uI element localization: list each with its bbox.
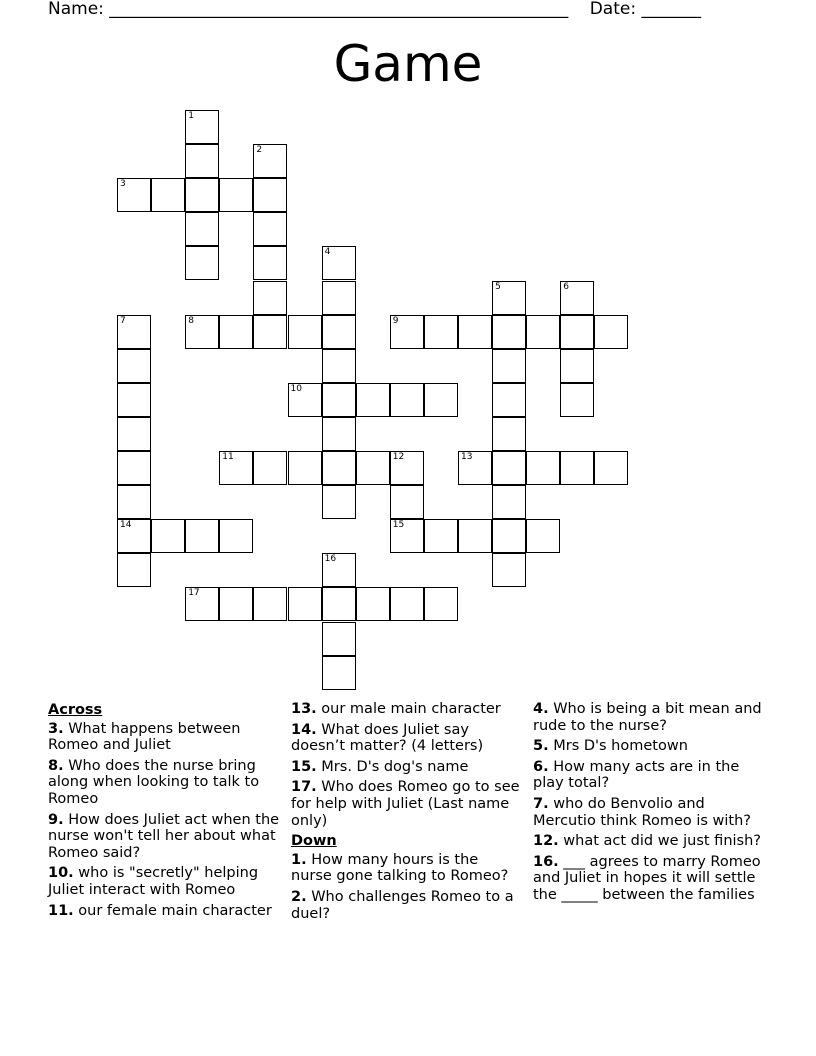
crossword-cell[interactable] <box>117 451 151 485</box>
clue-number: 1. <box>291 851 307 868</box>
clue-number: 15. <box>291 758 317 775</box>
clue-text: What does Juliet say doesn’t matter? (4 letters) <box>291 721 484 755</box>
crossword-cell[interactable] <box>219 587 253 621</box>
crossword-cell[interactable] <box>492 553 526 587</box>
clue-text: what act did we just finish? <box>563 833 761 850</box>
crossword-cell[interactable] <box>560 281 594 315</box>
cell-number: 8 <box>188 315 194 326</box>
crossword-cell[interactable] <box>492 485 526 519</box>
clue <box>533 738 765 755</box>
crossword-cell[interactable] <box>390 587 424 621</box>
crossword-cell[interactable] <box>390 383 424 417</box>
crossword-cell[interactable] <box>322 622 356 656</box>
crossword-cell[interactable] <box>117 417 151 451</box>
clue-text: How many hours is the nurse gone talking to Romeo? <box>291 851 509 885</box>
crossword-cell[interactable] <box>322 485 356 519</box>
crossword-cell[interactable] <box>424 587 458 621</box>
crossword-cell[interactable] <box>492 383 526 417</box>
clue-text: Mrs D's hometown <box>553 738 688 755</box>
crossword-cell[interactable] <box>322 383 356 417</box>
crossword-cell[interactable] <box>253 451 287 485</box>
crossword-cell[interactable] <box>424 315 458 349</box>
crossword-cell[interactable] <box>322 417 356 451</box>
crossword-cell[interactable] <box>356 451 390 485</box>
crossword-cell[interactable] <box>322 451 356 485</box>
clue <box>48 903 280 920</box>
crossword-cell[interactable] <box>117 178 151 212</box>
crossword-cell[interactable] <box>560 451 594 485</box>
crossword-cell[interactable] <box>253 178 287 212</box>
crossword-cell[interactable] <box>492 315 526 349</box>
crossword-cell[interactable] <box>117 383 151 417</box>
cell-number: 14 <box>120 520 132 531</box>
crossword-cell[interactable] <box>288 383 322 417</box>
clue <box>48 721 280 754</box>
clue-number: 9. <box>48 811 64 828</box>
crossword-cell[interactable] <box>322 281 356 315</box>
header <box>48 0 701 18</box>
crossword-cell[interactable] <box>458 451 492 485</box>
crossword-cell[interactable] <box>185 519 219 553</box>
clue-column-1 <box>48 701 280 923</box>
crossword-cell[interactable] <box>560 349 594 383</box>
crossword-cell[interactable] <box>390 315 424 349</box>
crossword-cell[interactable] <box>390 519 424 553</box>
cell-number: 3 <box>120 179 126 190</box>
cell-number: 7 <box>120 315 126 326</box>
crossword-cell[interactable] <box>594 315 628 349</box>
clue-column-2 <box>291 701 523 926</box>
cell-number: 12 <box>392 452 405 462</box>
clue <box>533 833 765 850</box>
date-line: Date: _______ <box>589 0 701 19</box>
clue-column-3 <box>533 701 765 908</box>
crossword-cell[interactable] <box>185 315 219 349</box>
clue <box>533 854 765 904</box>
clue-text: ___ agrees to marry Romeo and Juliet in hopes it will settle the _____ between the families <box>533 853 761 903</box>
crossword-cell[interactable] <box>390 451 424 485</box>
crossword-cell[interactable] <box>185 178 219 212</box>
across-heading: Across <box>48 702 103 718</box>
clue <box>291 701 523 718</box>
crossword-cell[interactable] <box>185 212 219 246</box>
clue-number: 7. <box>533 795 549 812</box>
clue-text: our female main character <box>78 902 272 919</box>
clue <box>533 701 765 734</box>
crossword-cell[interactable] <box>594 451 628 485</box>
crossword-cell[interactable] <box>560 315 594 349</box>
clue-text: our male main character <box>321 701 501 717</box>
cell-number: 15 <box>392 520 405 531</box>
clue-number: 17. <box>291 779 317 796</box>
crossword-cell[interactable] <box>356 383 390 417</box>
clue <box>48 758 280 808</box>
crossword-cell[interactable] <box>219 451 253 485</box>
clue-number: 11. <box>48 902 74 919</box>
crossword-cell[interactable] <box>526 315 560 349</box>
clue <box>48 865 280 898</box>
crossword-cell[interactable] <box>492 417 526 451</box>
clue <box>291 889 523 922</box>
crossword-cell[interactable] <box>253 281 287 315</box>
down-heading: Down <box>291 833 337 850</box>
clue <box>533 759 765 792</box>
crossword-cell[interactable] <box>117 485 151 519</box>
cell-number: 4 <box>324 247 331 258</box>
crossword-cell[interactable] <box>424 519 458 553</box>
clue-text: How does Juliet act when the nurse won't tell her about what Romeo said? <box>48 811 280 861</box>
crossword-cell[interactable] <box>560 383 594 417</box>
crossword-cell[interactable] <box>151 178 185 212</box>
clue-number: 5. <box>533 738 549 755</box>
clue-text: Who challenges Romeo to a duel? <box>291 888 514 922</box>
crossword-cell[interactable] <box>288 587 322 621</box>
clue-text: How many acts are in the play total? <box>533 758 740 792</box>
crossword-cell[interactable] <box>390 485 424 519</box>
crossword-cell[interactable] <box>322 246 356 280</box>
clue-text: Who does Romeo go to see for help with Juliet (Last name only) <box>291 779 520 829</box>
cell-number: 2 <box>256 145 263 156</box>
clue <box>291 722 523 755</box>
clue-number: 2. <box>291 888 307 905</box>
cell-number: 9 <box>392 315 399 326</box>
crossword-cell[interactable] <box>219 315 253 349</box>
crossword-cell[interactable] <box>288 451 322 485</box>
crossword-cell[interactable] <box>424 383 458 417</box>
clue <box>291 759 523 776</box>
crossword-cell[interactable] <box>253 587 287 621</box>
clue-number: 10. <box>48 865 74 882</box>
clue <box>291 852 523 885</box>
crossword-cell[interactable] <box>322 656 356 690</box>
clue-text: who is "secretly" helping Juliet interact with Romeo <box>48 865 259 898</box>
name-line: Name: ______________________________________________________ <box>48 0 569 19</box>
crossword-cell[interactable] <box>117 315 151 349</box>
clue-text: Mrs. D's dog's name <box>321 758 469 775</box>
crossword-cell[interactable] <box>117 519 151 553</box>
clue <box>533 796 765 829</box>
crossword-cell[interactable] <box>253 212 287 246</box>
cell-number: 5 <box>495 281 501 292</box>
crossword-cell[interactable] <box>322 349 356 383</box>
crossword-cell[interactable] <box>253 144 287 178</box>
crossword-cell[interactable] <box>219 519 253 553</box>
crossword-cell[interactable] <box>458 315 492 349</box>
cell-number: 1 <box>188 111 194 121</box>
cell-number: 10 <box>290 383 302 394</box>
crossword-cell[interactable] <box>253 315 287 349</box>
crossword-cell[interactable] <box>492 281 526 315</box>
clue-text: who do Benvolio and Mercutio think Romeo is with? <box>533 795 752 829</box>
crossword-cell[interactable] <box>526 451 560 485</box>
clue <box>291 779 523 829</box>
crossword-cell[interactable] <box>492 451 526 485</box>
clue-number: 16. <box>533 853 559 870</box>
clue-number: 6. <box>533 758 549 775</box>
crossword-cell[interactable] <box>151 519 185 553</box>
crossword-cell[interactable] <box>219 178 253 212</box>
page-title: Game <box>333 35 483 93</box>
clue-number: 3. <box>48 720 64 737</box>
clue-number: 14. <box>291 721 317 738</box>
cell-number: 13 <box>461 452 473 462</box>
clue-number: 13. <box>291 701 317 717</box>
crossword-cell[interactable] <box>322 553 356 587</box>
clue-number: 12. <box>533 833 559 850</box>
crossword-cell[interactable] <box>458 519 492 553</box>
crossword-cell[interactable] <box>185 587 219 621</box>
cell-number: 11 <box>222 452 234 462</box>
clue-text: Who is being a bit mean and rude to the nurse? <box>533 701 762 734</box>
crossword-cell[interactable] <box>185 246 219 280</box>
crossword-cell[interactable] <box>253 246 287 280</box>
crossword-cell[interactable] <box>492 349 526 383</box>
cell-number: 16 <box>324 554 337 565</box>
cell-number: 6 <box>563 281 570 292</box>
crossword-cell[interactable] <box>356 587 390 621</box>
crossword-cell[interactable] <box>526 519 560 553</box>
clue-text: What happens between Romeo and Juliet <box>48 720 241 754</box>
crossword-cell[interactable] <box>117 349 151 383</box>
crossword-cell[interactable] <box>288 315 322 349</box>
cell-number: 17 <box>188 588 200 599</box>
crossword-cell[interactable] <box>322 315 356 349</box>
clue-text: Who does the nurse bring along when looking to talk to Romeo <box>48 757 260 807</box>
clue <box>48 812 280 862</box>
crossword-cell[interactable] <box>492 519 526 553</box>
crossword-cell[interactable] <box>117 553 151 587</box>
crossword-cell[interactable] <box>185 110 219 144</box>
crossword-cell[interactable] <box>185 144 219 178</box>
clue-number: 4. <box>533 701 549 717</box>
clue-number: 8. <box>48 757 64 774</box>
crossword-cell[interactable] <box>322 587 356 621</box>
